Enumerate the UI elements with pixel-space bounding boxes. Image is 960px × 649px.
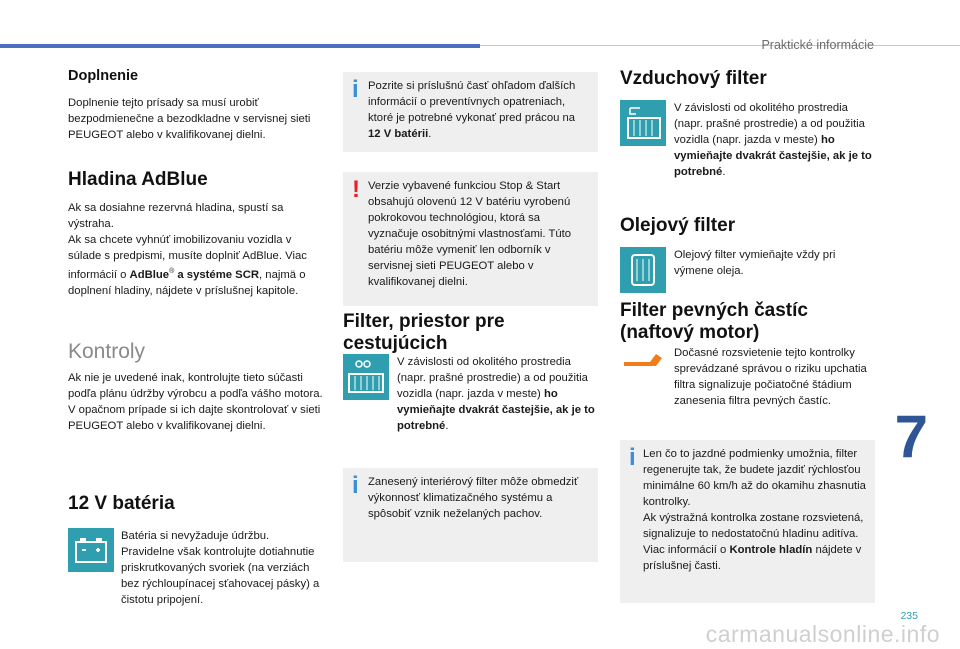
oil-filter-icon — [620, 247, 666, 293]
hladina-text-2 — [68, 232, 318, 299]
info3-text-2: Ak výstražná kontrolka zostane rozsvietená, signalizuje to nedostatočnú hladinu aditíva. — [643, 512, 864, 540]
hladina-sup: ® — [169, 268, 175, 275]
kontroly-text — [68, 370, 323, 434]
vzduch-text-a: V závislosti od okolitého prostredia (napr. prašné prostredie) a od použitia vozidla (napr. jazda v meste) — [674, 102, 865, 146]
fap-heading-1: Filter pevných častíc — [620, 300, 808, 321]
hladina-text — [68, 200, 318, 299]
filter-heading-1: Filter, priestor pre — [343, 311, 505, 332]
cabin-filter-icon — [343, 354, 389, 400]
battery-icon — [68, 528, 114, 572]
info1-end: . — [428, 128, 432, 140]
watermark: carmanualsonline.info — [705, 621, 940, 647]
olej-text: Olejový filter vymieňajte vždy pri výmene oleja. — [674, 249, 836, 277]
info-marker-icon: i — [352, 472, 359, 499]
hladina-text-2a: Ak sa chcete vyhnúť imobilizovaniu vozidla v súlade s predpismi, musíte doplniť AdBlue. Viac informácií o — [68, 234, 307, 281]
filter-heading — [343, 311, 505, 355]
info3-end: nájdete v príslušnej časti. — [643, 544, 862, 572]
filter-heading-2: cestujúcich — [343, 333, 448, 354]
info-marker-icon: i — [352, 76, 359, 103]
info3-text-1: Len čo to jazdné podmienky umožnia, filter regenerujte tak, že budete jazdiť rýchlosťou minimálne 60 km/h až do okamihu zhasnutia kontrolky. — [643, 448, 866, 508]
filter-text — [397, 354, 597, 434]
doplnenie-heading: Doplnenie — [68, 68, 139, 84]
info1-text: Pozrite si príslušnú časť ohľadom ďalších informácií o preventívnych opatreniach, ktoré je potrebné vykonať pred prácou na — [368, 80, 576, 124]
doplnenie-text: Doplnenie tejto prísady sa musí urobiť bezpodmienečne a bezodkladne v servisnej sieti PEUGEOT alebo v kvalifikovanej dielni. — [68, 97, 311, 141]
info1-bold: 12 V batérii — [368, 128, 429, 140]
section-title: Praktické informácie — [761, 38, 874, 52]
header-rule — [480, 45, 960, 46]
hladina-bold-2: a systéme SCR — [177, 268, 260, 281]
hladina-bold: AdBlue — [129, 268, 170, 281]
filter-bold: ho vymieňajte dvakrát častejšie, ak je to potrebné — [397, 388, 595, 432]
info3-text-3: Viac informácií o — [643, 544, 727, 556]
info-box-1-text — [368, 78, 590, 142]
filter-end: . — [445, 420, 449, 432]
fap-text: Dočasné rozsvietenie tejto kontrolky sprevádzané správou o riziku upchatia filtra signalizuje počiatočné štádium zanesenia filtra pevných častíc. — [674, 347, 867, 407]
filter-text-a: V závislosti od okolitého prostredia (napr. prašné prostredie) a od použitia vozidla (napr. jazda v meste) — [397, 356, 588, 400]
warning-marker-icon: ! — [352, 176, 360, 203]
info3-bold: Kontrole hladín — [729, 544, 813, 556]
air-filter-icon — [620, 100, 666, 146]
particle-filter-warning-icon — [622, 348, 664, 372]
chapter-number: 7 — [894, 403, 928, 470]
info-box-3-text — [643, 446, 868, 574]
fap-heading — [620, 300, 808, 344]
bateria-heading: 12 V batéria — [68, 493, 175, 514]
page-number: 235 — [900, 610, 918, 622]
warning-box-text: Verzie vybavené funkciou Stop & Start obsahujú olovenú 12 V batériu vyrobenú pokrokovou technológiou, ktorá sa vyznačuje osobitnými vlastnosťami. Túto batériu môže vymeniť len odborník v servisnej sieti PEUGEOT alebo v kvalifikovanej dielni. — [368, 180, 572, 288]
vzduch-end: . — [722, 166, 726, 178]
info3-text-3-line — [643, 542, 868, 574]
kontroly-text-1: Ak nie je uvedené inak, kontrolujte tieto súčasti podľa plánu údržby výrobcu a podľa vášho motora. — [68, 372, 323, 400]
info-marker-icon: i — [629, 444, 636, 471]
hladina-text-3: , najmä o doplnení hladiny, nájdete v príslušnej kapitole. — [68, 268, 306, 297]
olej-heading: Olejový filter — [620, 215, 736, 236]
vzduch-text — [674, 100, 874, 180]
kontroly-heading: Kontroly — [68, 340, 146, 363]
vzduch-bold: ho vymieňajte dvakrát častejšie, ak je to potrebné — [674, 134, 872, 178]
vzduch-heading: Vzduchový filter — [620, 68, 767, 89]
bateria-text: Batéria si nevyžaduje údržbu. Pravidelne však kontrolujte dotiahnutie priskrutkovaných svoriek (na verziách bez rýchloupínacej sťahovacej pásky) a čistotu pripojení. — [121, 530, 320, 606]
hladina-heading: Hladina AdBlue — [68, 169, 208, 190]
info-box-2-text: Zanesený interiérový filter môže obmedziť výkonnosť klimatizačného systému a spôsobiť vznik neželaných pachov. — [368, 476, 579, 520]
header-accent-bar — [0, 44, 480, 48]
hladina-text-1: Ak sa dosiahne rezervná hladina, spustí sa výstraha. — [68, 202, 284, 230]
fap-heading-2: (naftový motor) — [620, 322, 760, 343]
kontroly-text-2: V opačnom prípade si ich dajte skontrolovať v sieti PEUGEOT alebo v kvalifikovanej dielni. — [68, 404, 321, 432]
